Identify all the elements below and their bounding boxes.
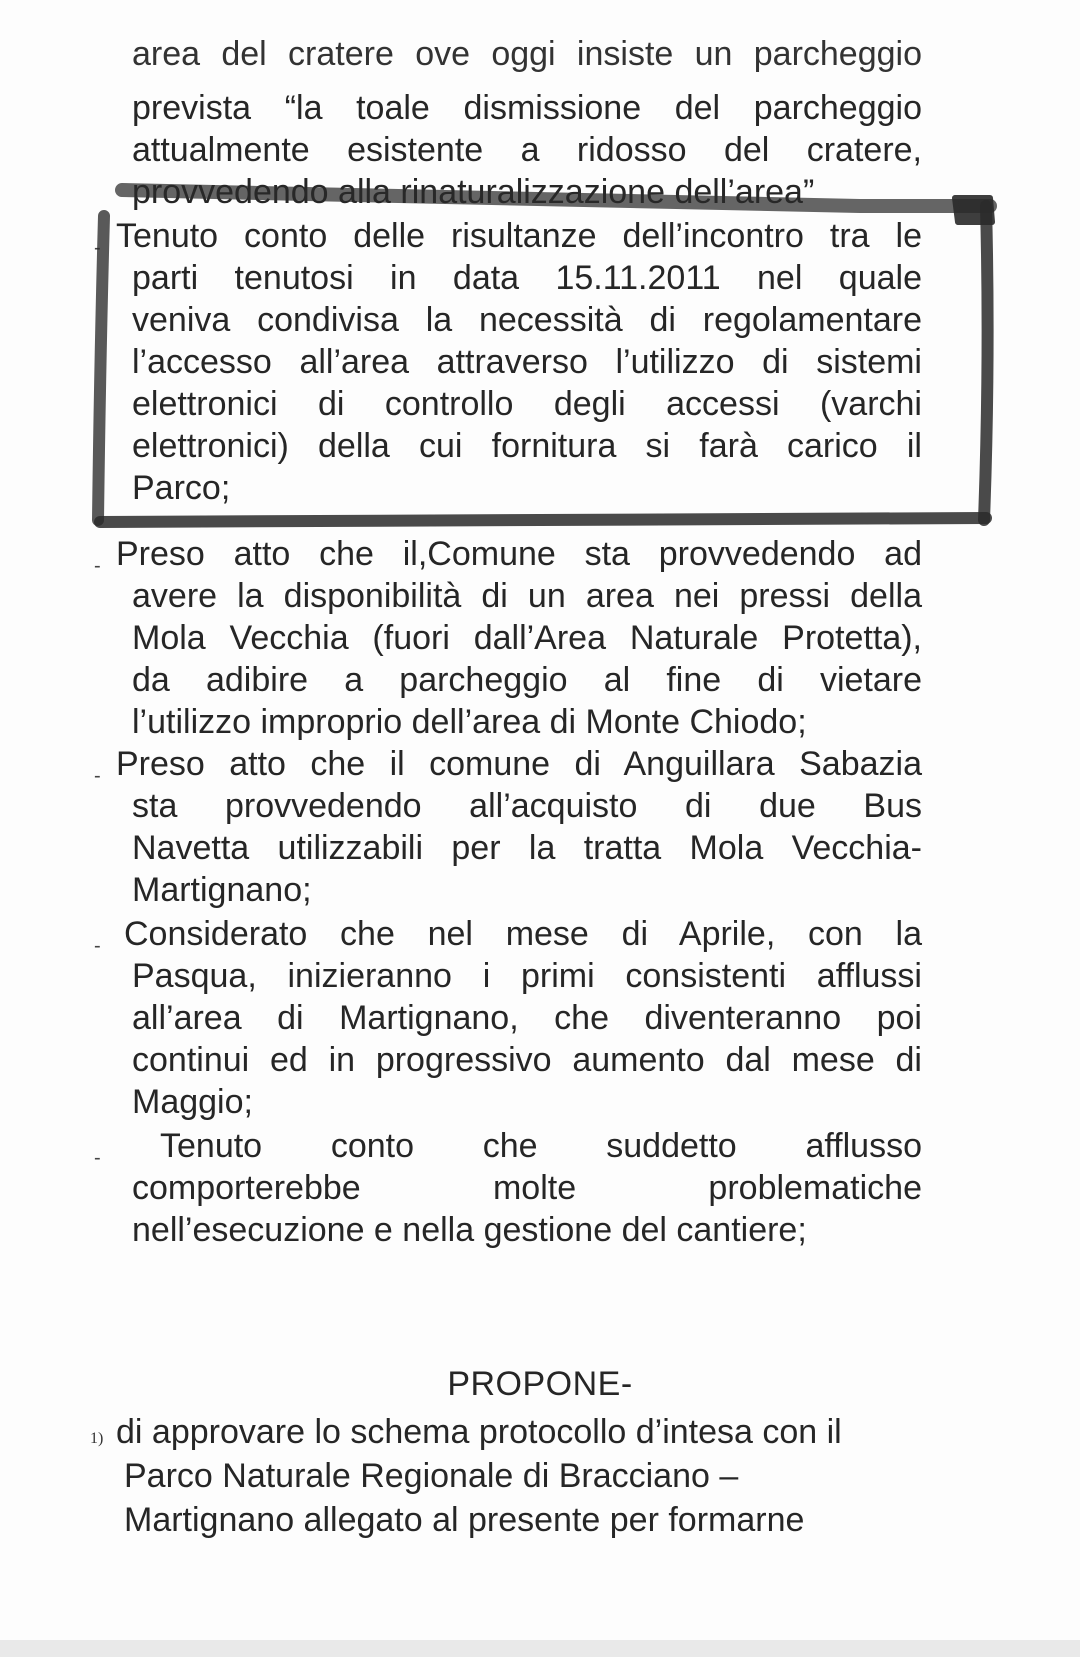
- item-1-line-7: Parco;: [132, 469, 231, 507]
- item-2-line-4: da adibire a parcheggio al fine di vietare: [132, 661, 922, 699]
- intro-line-3: provvedendo alla rinaturalizzazione dell’area”: [132, 173, 815, 211]
- bullet-marker: -: [94, 935, 101, 957]
- item-3-line-4: Martignano;: [132, 871, 312, 909]
- intro-line-2: attualmente esistente a ridosso del cratere,: [132, 131, 922, 169]
- item-2-line-2: avere la disponibilità di un area nei pressi della: [132, 577, 922, 615]
- clipped-top-line: area del cratere ove oggi insiste un parcheggio: [132, 35, 922, 73]
- item-1-line-3: veniva condivisa la necessità di regolamentare: [132, 301, 922, 339]
- item-1-line-2: parti tenutosi in data 15.11.2011 nel quale: [132, 259, 922, 297]
- section-heading: PROPONE-: [447, 1365, 633, 1403]
- numbered-item-line-3: Martignano allegato al presente per formarne: [124, 1501, 805, 1539]
- bullet-marker: -: [94, 237, 101, 259]
- numbered-item-line-2: Parco Naturale Regionale di Bracciano –: [124, 1457, 739, 1495]
- numbered-item-label: 1): [90, 1430, 104, 1447]
- intro-line-1: prevista “la toale dismissione del parcheggio: [132, 89, 922, 127]
- item-3-line-3: Navetta utilizzabili per la tratta Mola Vecchia-: [132, 829, 922, 867]
- item-4-line-3: all’area di Martignano, che diventeranno poi: [132, 999, 922, 1037]
- marker-right-stroke: [984, 206, 988, 520]
- item-2-line-3: Mola Vecchia (fuori dall’Area Naturale Protetta),: [132, 619, 922, 657]
- item-4-line-2: Pasqua, inizieranno i primi consistenti afflussi: [132, 957, 922, 995]
- item-3-line-1: Preso atto che il comune di Anguillara Sabazia: [116, 745, 922, 783]
- item-1-line-1: Tenuto conto delle risultanze dell’incontro tra le: [116, 217, 922, 255]
- bullet-marker: -: [94, 555, 101, 577]
- item-3-line-2: sta provvedendo all’acquisto di due Bus: [132, 787, 922, 825]
- item-2-line-1: Preso atto che il,Comune sta provvedendo ad: [116, 535, 922, 573]
- marker-bottom-stroke: [100, 518, 986, 522]
- item-5-line-2: comporterebbe molte problematiche: [132, 1169, 922, 1207]
- numbered-item-line-1: di approvare lo schema protocollo d’intesa con il: [116, 1413, 842, 1451]
- item-5-line-3: nell’esecuzione e nella gestione del cantiere;: [132, 1211, 807, 1249]
- item-1-line-4: l’accesso all’area attraverso l’utilizzo di sistemi: [132, 343, 922, 381]
- item-4-line-5: Maggio;: [132, 1083, 253, 1121]
- bottom-edge: [0, 1640, 1080, 1657]
- item-4-line-1: Considerato che nel mese di Aprile, con la: [124, 915, 922, 953]
- item-5-line-1: Tenuto conto che suddetto afflusso: [160, 1127, 922, 1165]
- item-4-line-4: continui ed in progressivo aumento dal mese di: [132, 1041, 922, 1079]
- item-2-line-5: l’utilizzo improprio dell’area di Monte Chiodo;: [132, 703, 807, 741]
- marker-left-stroke: [98, 216, 104, 520]
- bullet-marker: -: [94, 765, 101, 787]
- item-1-line-6: elettronici) della cui fornitura si farà carico il: [132, 427, 922, 465]
- marker-top-heavy: [955, 198, 992, 222]
- item-1-line-5: elettronici di controllo degli accessi (varchi: [132, 385, 922, 423]
- bullet-marker: -: [94, 1147, 101, 1169]
